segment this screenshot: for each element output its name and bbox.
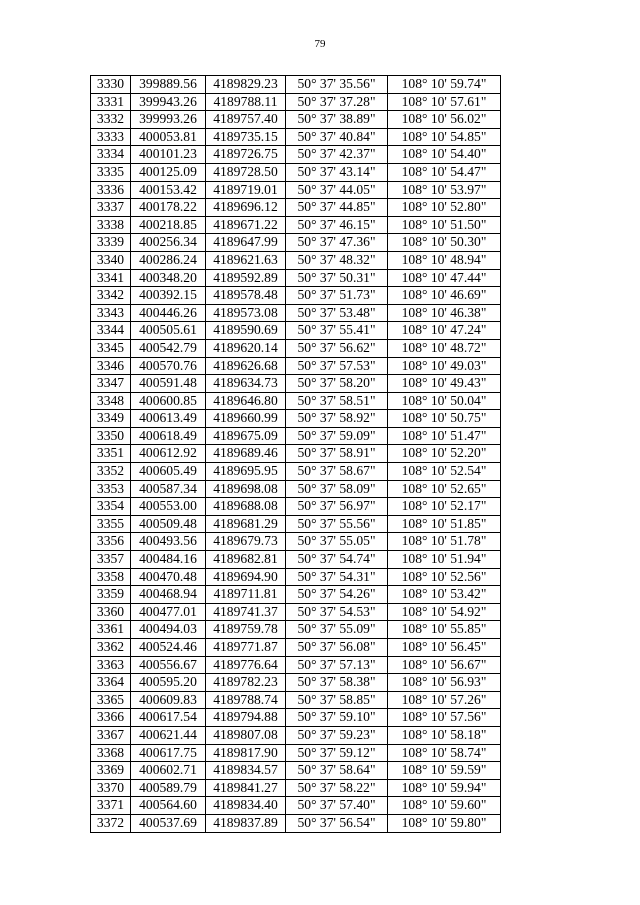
latitude-cell: 50° 37' 54.26" (286, 586, 388, 604)
table-row (91, 93, 501, 111)
latitude-cell: 50° 37' 54.53" (286, 603, 388, 621)
easting-cell: 400570.76 (131, 357, 206, 375)
longitude-cell: 108° 10' 52.54" (388, 463, 501, 481)
table-row (91, 216, 501, 234)
point-id-cell: 3342 (91, 287, 131, 305)
table-row (91, 339, 501, 357)
easting-cell: 400613.49 (131, 410, 206, 428)
point-id-cell: 3339 (91, 234, 131, 252)
easting-cell: 400591.48 (131, 375, 206, 393)
point-id-cell: 3351 (91, 445, 131, 463)
easting-cell: 400053.81 (131, 128, 206, 146)
point-id-cell: 3367 (91, 726, 131, 744)
point-id-cell: 3361 (91, 621, 131, 639)
table-row (91, 762, 501, 780)
latitude-cell: 50° 37' 55.05" (286, 533, 388, 551)
table-row (91, 568, 501, 586)
point-id-cell: 3349 (91, 410, 131, 428)
latitude-cell: 50° 37' 56.62" (286, 339, 388, 357)
longitude-cell: 108° 10' 51.94" (388, 551, 501, 569)
latitude-cell: 50° 37' 50.31" (286, 269, 388, 287)
easting-cell: 400589.79 (131, 779, 206, 797)
easting-cell: 400564.60 (131, 797, 206, 815)
table-row (91, 322, 501, 340)
longitude-cell: 108° 10' 56.67" (388, 656, 501, 674)
table-row (91, 480, 501, 498)
latitude-cell: 50° 37' 56.54" (286, 814, 388, 832)
longitude-cell: 108° 10' 58.74" (388, 744, 501, 762)
point-id-cell: 3347 (91, 375, 131, 393)
point-id-cell: 3366 (91, 709, 131, 727)
longitude-cell: 108° 10' 55.85" (388, 621, 501, 639)
longitude-cell: 108° 10' 51.50" (388, 216, 501, 234)
latitude-cell: 50° 37' 55.41" (286, 322, 388, 340)
latitude-cell: 50° 37' 59.12" (286, 744, 388, 762)
easting-cell: 400618.49 (131, 427, 206, 445)
longitude-cell: 108° 10' 52.20" (388, 445, 501, 463)
northing-cell: 4189647.99 (206, 234, 286, 252)
table-row (91, 111, 501, 129)
latitude-cell: 50° 37' 43.14" (286, 163, 388, 181)
table-row (91, 427, 501, 445)
longitude-cell: 108° 10' 52.56" (388, 568, 501, 586)
longitude-cell: 108° 10' 52.17" (388, 498, 501, 516)
easting-cell: 400392.15 (131, 287, 206, 305)
table-row (91, 639, 501, 657)
longitude-cell: 108° 10' 53.97" (388, 181, 501, 199)
table-row (91, 375, 501, 393)
table-row (91, 726, 501, 744)
latitude-cell: 50° 37' 58.22" (286, 779, 388, 797)
northing-cell: 4189788.74 (206, 691, 286, 709)
table-row (91, 463, 501, 481)
longitude-cell: 108° 10' 56.02" (388, 111, 501, 129)
point-id-cell: 3355 (91, 515, 131, 533)
easting-cell: 400612.92 (131, 445, 206, 463)
northing-cell: 4189671.22 (206, 216, 286, 234)
table-row (91, 304, 501, 322)
table-row (91, 146, 501, 164)
northing-cell: 4189620.14 (206, 339, 286, 357)
longitude-cell: 108° 10' 57.61" (388, 93, 501, 111)
latitude-cell: 50° 37' 55.56" (286, 515, 388, 533)
longitude-cell: 108° 10' 50.75" (388, 410, 501, 428)
latitude-cell: 50° 37' 35.56" (286, 76, 388, 94)
northing-cell: 4189634.73 (206, 375, 286, 393)
latitude-cell: 50° 37' 58.67" (286, 463, 388, 481)
point-id-cell: 3344 (91, 322, 131, 340)
northing-cell: 4189837.89 (206, 814, 286, 832)
table-row (91, 498, 501, 516)
page-number: 79 (314, 38, 326, 50)
easting-cell: 400553.00 (131, 498, 206, 516)
longitude-cell: 108° 10' 59.74" (388, 76, 501, 94)
longitude-cell: 108° 10' 46.38" (388, 304, 501, 322)
table-row (91, 163, 501, 181)
longitude-cell: 108° 10' 56.45" (388, 639, 501, 657)
northing-cell: 4189788.11 (206, 93, 286, 111)
point-id-cell: 3343 (91, 304, 131, 322)
point-id-cell: 3334 (91, 146, 131, 164)
longitude-cell: 108° 10' 52.65" (388, 480, 501, 498)
table-row (91, 287, 501, 305)
northing-cell: 4189578.48 (206, 287, 286, 305)
latitude-cell: 50° 37' 47.36" (286, 234, 388, 252)
northing-cell: 4189735.15 (206, 128, 286, 146)
latitude-cell: 50° 37' 51.73" (286, 287, 388, 305)
latitude-cell: 50° 37' 55.09" (286, 621, 388, 639)
point-id-cell: 3363 (91, 656, 131, 674)
point-id-cell: 3353 (91, 480, 131, 498)
latitude-cell: 50° 37' 38.89" (286, 111, 388, 129)
latitude-cell: 50° 37' 57.13" (286, 656, 388, 674)
longitude-cell: 108° 10' 54.40" (388, 146, 501, 164)
longitude-cell: 108° 10' 50.04" (388, 392, 501, 410)
point-id-cell: 3362 (91, 639, 131, 657)
latitude-cell: 50° 37' 42.37" (286, 146, 388, 164)
table-row (91, 199, 501, 217)
table-row (91, 621, 501, 639)
easting-cell: 400595.20 (131, 674, 206, 692)
latitude-cell: 50° 37' 58.91" (286, 445, 388, 463)
northing-cell: 4189776.64 (206, 656, 286, 674)
longitude-cell: 108° 10' 48.72" (388, 339, 501, 357)
northing-cell: 4189660.99 (206, 410, 286, 428)
table-row (91, 269, 501, 287)
latitude-cell: 50° 37' 44.05" (286, 181, 388, 199)
point-id-cell: 3331 (91, 93, 131, 111)
northing-cell: 4189621.63 (206, 251, 286, 269)
easting-cell: 400542.79 (131, 339, 206, 357)
easting-cell: 400600.85 (131, 392, 206, 410)
latitude-cell: 50° 37' 58.20" (286, 375, 388, 393)
northing-cell: 4189573.08 (206, 304, 286, 322)
latitude-cell: 50° 37' 58.51" (286, 392, 388, 410)
longitude-cell: 108° 10' 59.59" (388, 762, 501, 780)
point-id-cell: 3352 (91, 463, 131, 481)
table-row (91, 551, 501, 569)
table-row (91, 76, 501, 94)
latitude-cell: 50° 37' 44.85" (286, 199, 388, 217)
easting-cell: 400617.75 (131, 744, 206, 762)
northing-cell: 4189829.23 (206, 76, 286, 94)
easting-cell: 400621.44 (131, 726, 206, 744)
longitude-cell: 108° 10' 56.93" (388, 674, 501, 692)
northing-cell: 4189592.89 (206, 269, 286, 287)
easting-cell: 400470.48 (131, 568, 206, 586)
point-id-cell: 3330 (91, 76, 131, 94)
easting-cell: 400125.09 (131, 163, 206, 181)
point-id-cell: 3333 (91, 128, 131, 146)
easting-cell: 400505.61 (131, 322, 206, 340)
table-row (91, 410, 501, 428)
latitude-cell: 50° 37' 54.31" (286, 568, 388, 586)
point-id-cell: 3369 (91, 762, 131, 780)
northing-cell: 4189817.90 (206, 744, 286, 762)
easting-cell: 400101.23 (131, 146, 206, 164)
point-id-cell: 3336 (91, 181, 131, 199)
table-row (91, 779, 501, 797)
coordinates-table (90, 75, 501, 833)
point-id-cell: 3358 (91, 568, 131, 586)
latitude-cell: 50° 37' 58.85" (286, 691, 388, 709)
table-row (91, 656, 501, 674)
northing-cell: 4189590.69 (206, 322, 286, 340)
table-row (91, 797, 501, 815)
northing-cell: 4189688.08 (206, 498, 286, 516)
easting-cell: 400256.34 (131, 234, 206, 252)
easting-cell: 400484.16 (131, 551, 206, 569)
northing-cell: 4189711.81 (206, 586, 286, 604)
point-id-cell: 3337 (91, 199, 131, 217)
table-row (91, 533, 501, 551)
longitude-cell: 108° 10' 59.94" (388, 779, 501, 797)
easting-cell: 399993.26 (131, 111, 206, 129)
table-row (91, 392, 501, 410)
latitude-cell: 50° 37' 59.23" (286, 726, 388, 744)
longitude-cell: 108° 10' 47.24" (388, 322, 501, 340)
easting-cell: 400524.46 (131, 639, 206, 657)
easting-cell: 400556.67 (131, 656, 206, 674)
northing-cell: 4189807.08 (206, 726, 286, 744)
point-id-cell: 3368 (91, 744, 131, 762)
longitude-cell: 108° 10' 59.60" (388, 797, 501, 815)
point-id-cell: 3354 (91, 498, 131, 516)
northing-cell: 4189689.46 (206, 445, 286, 463)
easting-cell: 400468.94 (131, 586, 206, 604)
latitude-cell: 50° 37' 58.09" (286, 480, 388, 498)
point-id-cell: 3359 (91, 586, 131, 604)
table-row (91, 357, 501, 375)
longitude-cell: 108° 10' 57.26" (388, 691, 501, 709)
table-row (91, 691, 501, 709)
northing-cell: 4189626.68 (206, 357, 286, 375)
longitude-cell: 108° 10' 54.47" (388, 163, 501, 181)
point-id-cell: 3357 (91, 551, 131, 569)
table-row (91, 515, 501, 533)
table-row (91, 445, 501, 463)
point-id-cell: 3372 (91, 814, 131, 832)
longitude-cell: 108° 10' 46.69" (388, 287, 501, 305)
latitude-cell: 50° 37' 57.53" (286, 357, 388, 375)
point-id-cell: 3356 (91, 533, 131, 551)
northing-cell: 4189694.90 (206, 568, 286, 586)
point-id-cell: 3364 (91, 674, 131, 692)
latitude-cell: 50° 37' 58.38" (286, 674, 388, 692)
latitude-cell: 50° 37' 56.97" (286, 498, 388, 516)
northing-cell: 4189696.12 (206, 199, 286, 217)
northing-cell: 4189794.88 (206, 709, 286, 727)
northing-cell: 4189771.87 (206, 639, 286, 657)
table-row (91, 586, 501, 604)
longitude-cell: 108° 10' 50.30" (388, 234, 501, 252)
northing-cell: 4189726.75 (206, 146, 286, 164)
easting-cell: 400602.71 (131, 762, 206, 780)
latitude-cell: 50° 37' 58.64" (286, 762, 388, 780)
point-id-cell: 3360 (91, 603, 131, 621)
table-row (91, 234, 501, 252)
table-row (91, 251, 501, 269)
longitude-cell: 108° 10' 53.42" (388, 586, 501, 604)
latitude-cell: 50° 37' 40.84" (286, 128, 388, 146)
table-row (91, 128, 501, 146)
easting-cell: 400153.42 (131, 181, 206, 199)
northing-cell: 4189782.23 (206, 674, 286, 692)
point-id-cell: 3341 (91, 269, 131, 287)
table-row (91, 814, 501, 832)
easting-cell: 399943.26 (131, 93, 206, 111)
point-id-cell: 3346 (91, 357, 131, 375)
northing-cell: 4189646.80 (206, 392, 286, 410)
table-row (91, 744, 501, 762)
northing-cell: 4189679.73 (206, 533, 286, 551)
latitude-cell: 50° 37' 46.15" (286, 216, 388, 234)
easting-cell: 400494.03 (131, 621, 206, 639)
coordinates-table-body (91, 76, 501, 833)
table-row (91, 709, 501, 727)
northing-cell: 4189834.40 (206, 797, 286, 815)
point-id-cell: 3348 (91, 392, 131, 410)
latitude-cell: 50° 37' 48.32" (286, 251, 388, 269)
easting-cell: 400348.20 (131, 269, 206, 287)
longitude-cell: 108° 10' 49.03" (388, 357, 501, 375)
latitude-cell: 50° 37' 37.28" (286, 93, 388, 111)
northing-cell: 4189757.40 (206, 111, 286, 129)
easting-cell: 400286.24 (131, 251, 206, 269)
easting-cell: 400509.48 (131, 515, 206, 533)
latitude-cell: 50° 37' 59.09" (286, 427, 388, 445)
longitude-cell: 108° 10' 51.47" (388, 427, 501, 445)
point-id-cell: 3365 (91, 691, 131, 709)
northing-cell: 4189675.09 (206, 427, 286, 445)
easting-cell: 400617.54 (131, 709, 206, 727)
longitude-cell: 108° 10' 58.18" (388, 726, 501, 744)
northing-cell: 4189698.08 (206, 480, 286, 498)
longitude-cell: 108° 10' 54.92" (388, 603, 501, 621)
latitude-cell: 50° 37' 57.40" (286, 797, 388, 815)
longitude-cell: 108° 10' 49.43" (388, 375, 501, 393)
longitude-cell: 108° 10' 48.94" (388, 251, 501, 269)
northing-cell: 4189719.01 (206, 181, 286, 199)
point-id-cell: 3332 (91, 111, 131, 129)
northing-cell: 4189695.95 (206, 463, 286, 481)
table-row (91, 181, 501, 199)
latitude-cell: 50° 37' 59.10" (286, 709, 388, 727)
latitude-cell: 50° 37' 53.48" (286, 304, 388, 322)
easting-cell: 400537.69 (131, 814, 206, 832)
longitude-cell: 108° 10' 54.85" (388, 128, 501, 146)
longitude-cell: 108° 10' 52.80" (388, 199, 501, 217)
easting-cell: 400609.83 (131, 691, 206, 709)
point-id-cell: 3371 (91, 797, 131, 815)
easting-cell: 400446.26 (131, 304, 206, 322)
point-id-cell: 3335 (91, 163, 131, 181)
longitude-cell: 108° 10' 51.78" (388, 533, 501, 551)
easting-cell: 399889.56 (131, 76, 206, 94)
northing-cell: 4189841.27 (206, 779, 286, 797)
easting-cell: 400493.56 (131, 533, 206, 551)
point-id-cell: 3370 (91, 779, 131, 797)
northing-cell: 4189682.81 (206, 551, 286, 569)
point-id-cell: 3350 (91, 427, 131, 445)
easting-cell: 400178.22 (131, 199, 206, 217)
table-row (91, 674, 501, 692)
latitude-cell: 50° 37' 54.74" (286, 551, 388, 569)
easting-cell: 400605.49 (131, 463, 206, 481)
longitude-cell: 108° 10' 59.80" (388, 814, 501, 832)
northing-cell: 4189834.57 (206, 762, 286, 780)
easting-cell: 400477.01 (131, 603, 206, 621)
longitude-cell: 108° 10' 51.85" (388, 515, 501, 533)
northing-cell: 4189759.78 (206, 621, 286, 639)
longitude-cell: 108° 10' 57.56" (388, 709, 501, 727)
point-id-cell: 3338 (91, 216, 131, 234)
northing-cell: 4189681.29 (206, 515, 286, 533)
point-id-cell: 3340 (91, 251, 131, 269)
table-row (91, 603, 501, 621)
northing-cell: 4189728.50 (206, 163, 286, 181)
easting-cell: 400587.34 (131, 480, 206, 498)
northing-cell: 4189741.37 (206, 603, 286, 621)
point-id-cell: 3345 (91, 339, 131, 357)
longitude-cell: 108° 10' 47.44" (388, 269, 501, 287)
easting-cell: 400218.85 (131, 216, 206, 234)
latitude-cell: 50° 37' 56.08" (286, 639, 388, 657)
latitude-cell: 50° 37' 58.92" (286, 410, 388, 428)
